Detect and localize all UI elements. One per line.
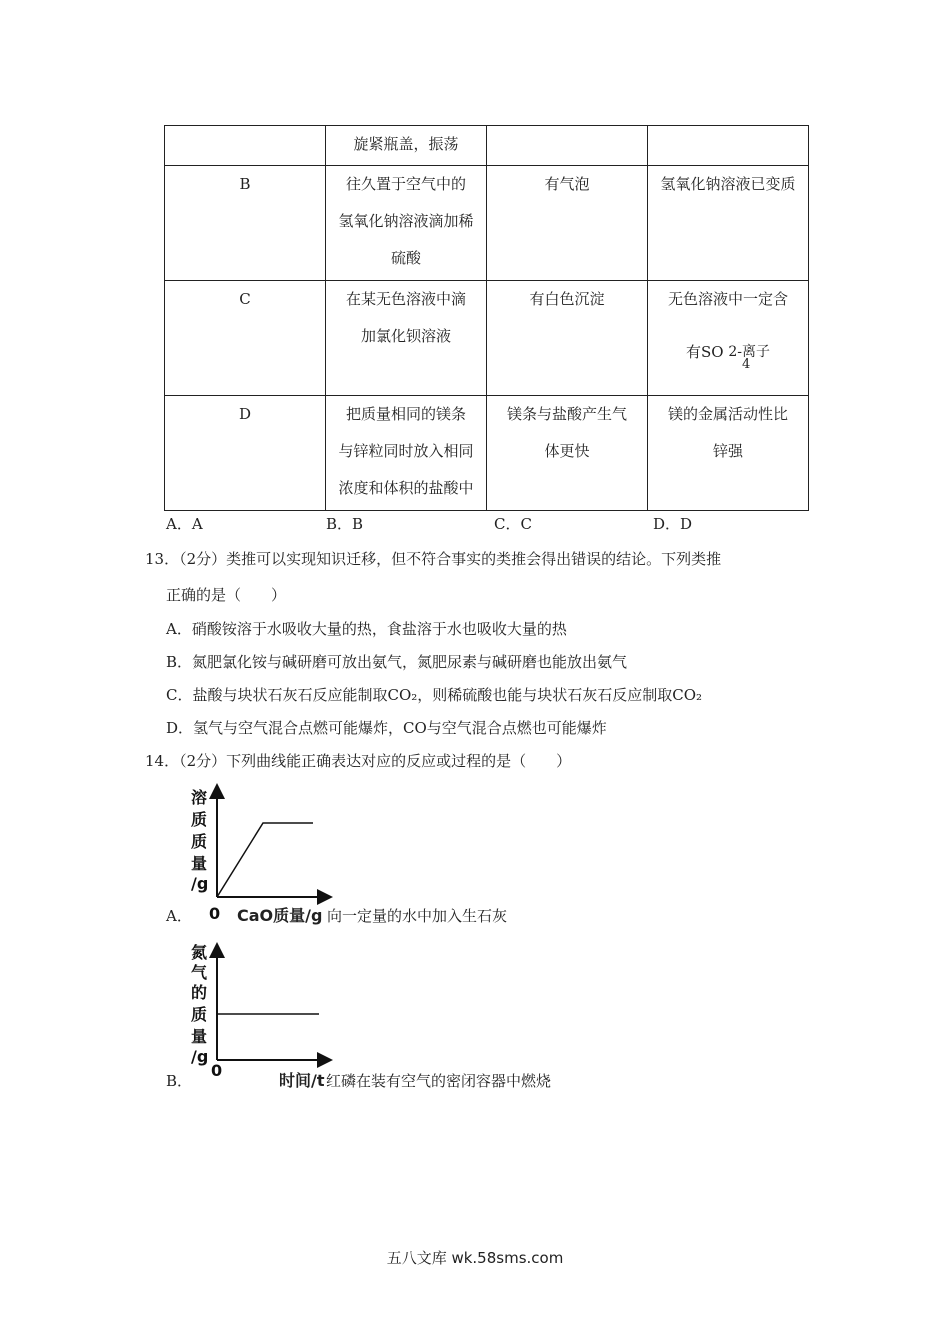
y-label-char: 气	[191, 963, 208, 982]
y-label-char: 量	[191, 854, 208, 873]
q14-option-b-letter: B．	[166, 1072, 193, 1090]
q14-option-a-caption: 向一定量的水中加入生石灰	[327, 907, 508, 925]
footer-watermark: 五八文库 wk.58sms.com	[386, 1249, 564, 1267]
q13-option-d: D．氢气与空气混合点燃可能爆炸，CO与空气混合点燃也可能爆炸	[166, 719, 607, 737]
table-cell: B	[165, 166, 326, 281]
table-cell	[165, 126, 326, 166]
table-cell: 把质量相同的镁条 与锌粒同时放入相同 浓度和体积的盐酸中	[326, 396, 487, 511]
table-cell: 往久置于空气中的 氢氧化钠溶液滴加稀 硫酸	[326, 166, 487, 281]
y-label-char: /g	[191, 874, 209, 893]
table-row	[165, 281, 809, 396]
table-cell: 镁条与盐酸产生气 体更快	[487, 396, 648, 511]
table-cell: 镁的金属活动性比 锌强	[648, 396, 809, 511]
x-axis-label: CaO质量/g	[237, 906, 323, 925]
table-cell: 在某无色溶液中滴 加氯化钡溶液	[326, 281, 487, 396]
origin-label: 0	[211, 1061, 223, 1080]
q14-option-b-caption: 红磷在装有空气的密闭容器中燃烧	[326, 1072, 552, 1090]
q12-option-d: D．D	[653, 515, 693, 533]
q13-stem: 13．（2分）类推可以实现知识迁移，但不符合事实的类推会得出错误的结论。下列类推	[145, 550, 722, 568]
y-label-char: 质	[191, 1005, 208, 1024]
origin-label: 0	[209, 904, 221, 923]
curve-line	[217, 823, 313, 897]
y-label-char: 的	[191, 983, 208, 1002]
table-row	[165, 396, 809, 511]
q12-option-b: B．B	[326, 515, 364, 533]
x-axis-label: 时间/t	[279, 1071, 325, 1090]
table-cell	[487, 126, 648, 166]
nitrogen-mass-graph	[185, 940, 335, 1080]
table-cell: 有白色沉淀	[487, 281, 648, 396]
q12-option-a: A．A	[166, 515, 203, 533]
table-cell	[648, 126, 809, 166]
q13-option-b: B．氮肥氯化铵与碱研磨可放出氨气，氮肥尿素与碱研磨也能放出氨气	[166, 653, 628, 671]
table-row	[165, 166, 809, 281]
table-cell: 有气泡	[487, 166, 648, 281]
sulfate-ion-line: 有SO 2-离子 4	[686, 343, 770, 372]
table-cell: D	[165, 396, 326, 511]
q13-option-c: C．盐酸与块状石灰石反应能制取CO₂，则稀硫酸也能与块状石灰石反应制取CO₂	[166, 686, 703, 704]
table-row	[165, 126, 809, 166]
table-cell: 旋紧瓶盖，振荡	[326, 126, 487, 166]
table-cell: 无色溶液中一定含 有SO 2-离子 4	[648, 281, 809, 396]
y-label-char: 质	[191, 810, 208, 829]
q14-option-a-letter: A．	[166, 907, 192, 925]
y-label-char: /g	[191, 1047, 209, 1066]
q13-stem-cont: 正确的是（ ）	[166, 586, 287, 604]
y-label-char: 量	[191, 1027, 208, 1046]
experiment-table	[164, 125, 809, 511]
q13-option-a: A．硝酸铵溶于水吸收大量的热，食盐溶于水也吸收大量的热	[166, 620, 567, 638]
table-cell: 氢氧化钠溶液已变质	[648, 166, 809, 281]
q12-option-c: C．C	[494, 515, 532, 533]
y-label-char: 质	[191, 832, 208, 851]
y-label-char: 溶	[191, 788, 208, 807]
q14-stem: 14．（2分）下列曲线能正确表达对应的反应或过程的是（ ）	[145, 752, 572, 770]
y-label-char: 氮	[191, 943, 208, 962]
table-cell: C	[165, 281, 326, 396]
